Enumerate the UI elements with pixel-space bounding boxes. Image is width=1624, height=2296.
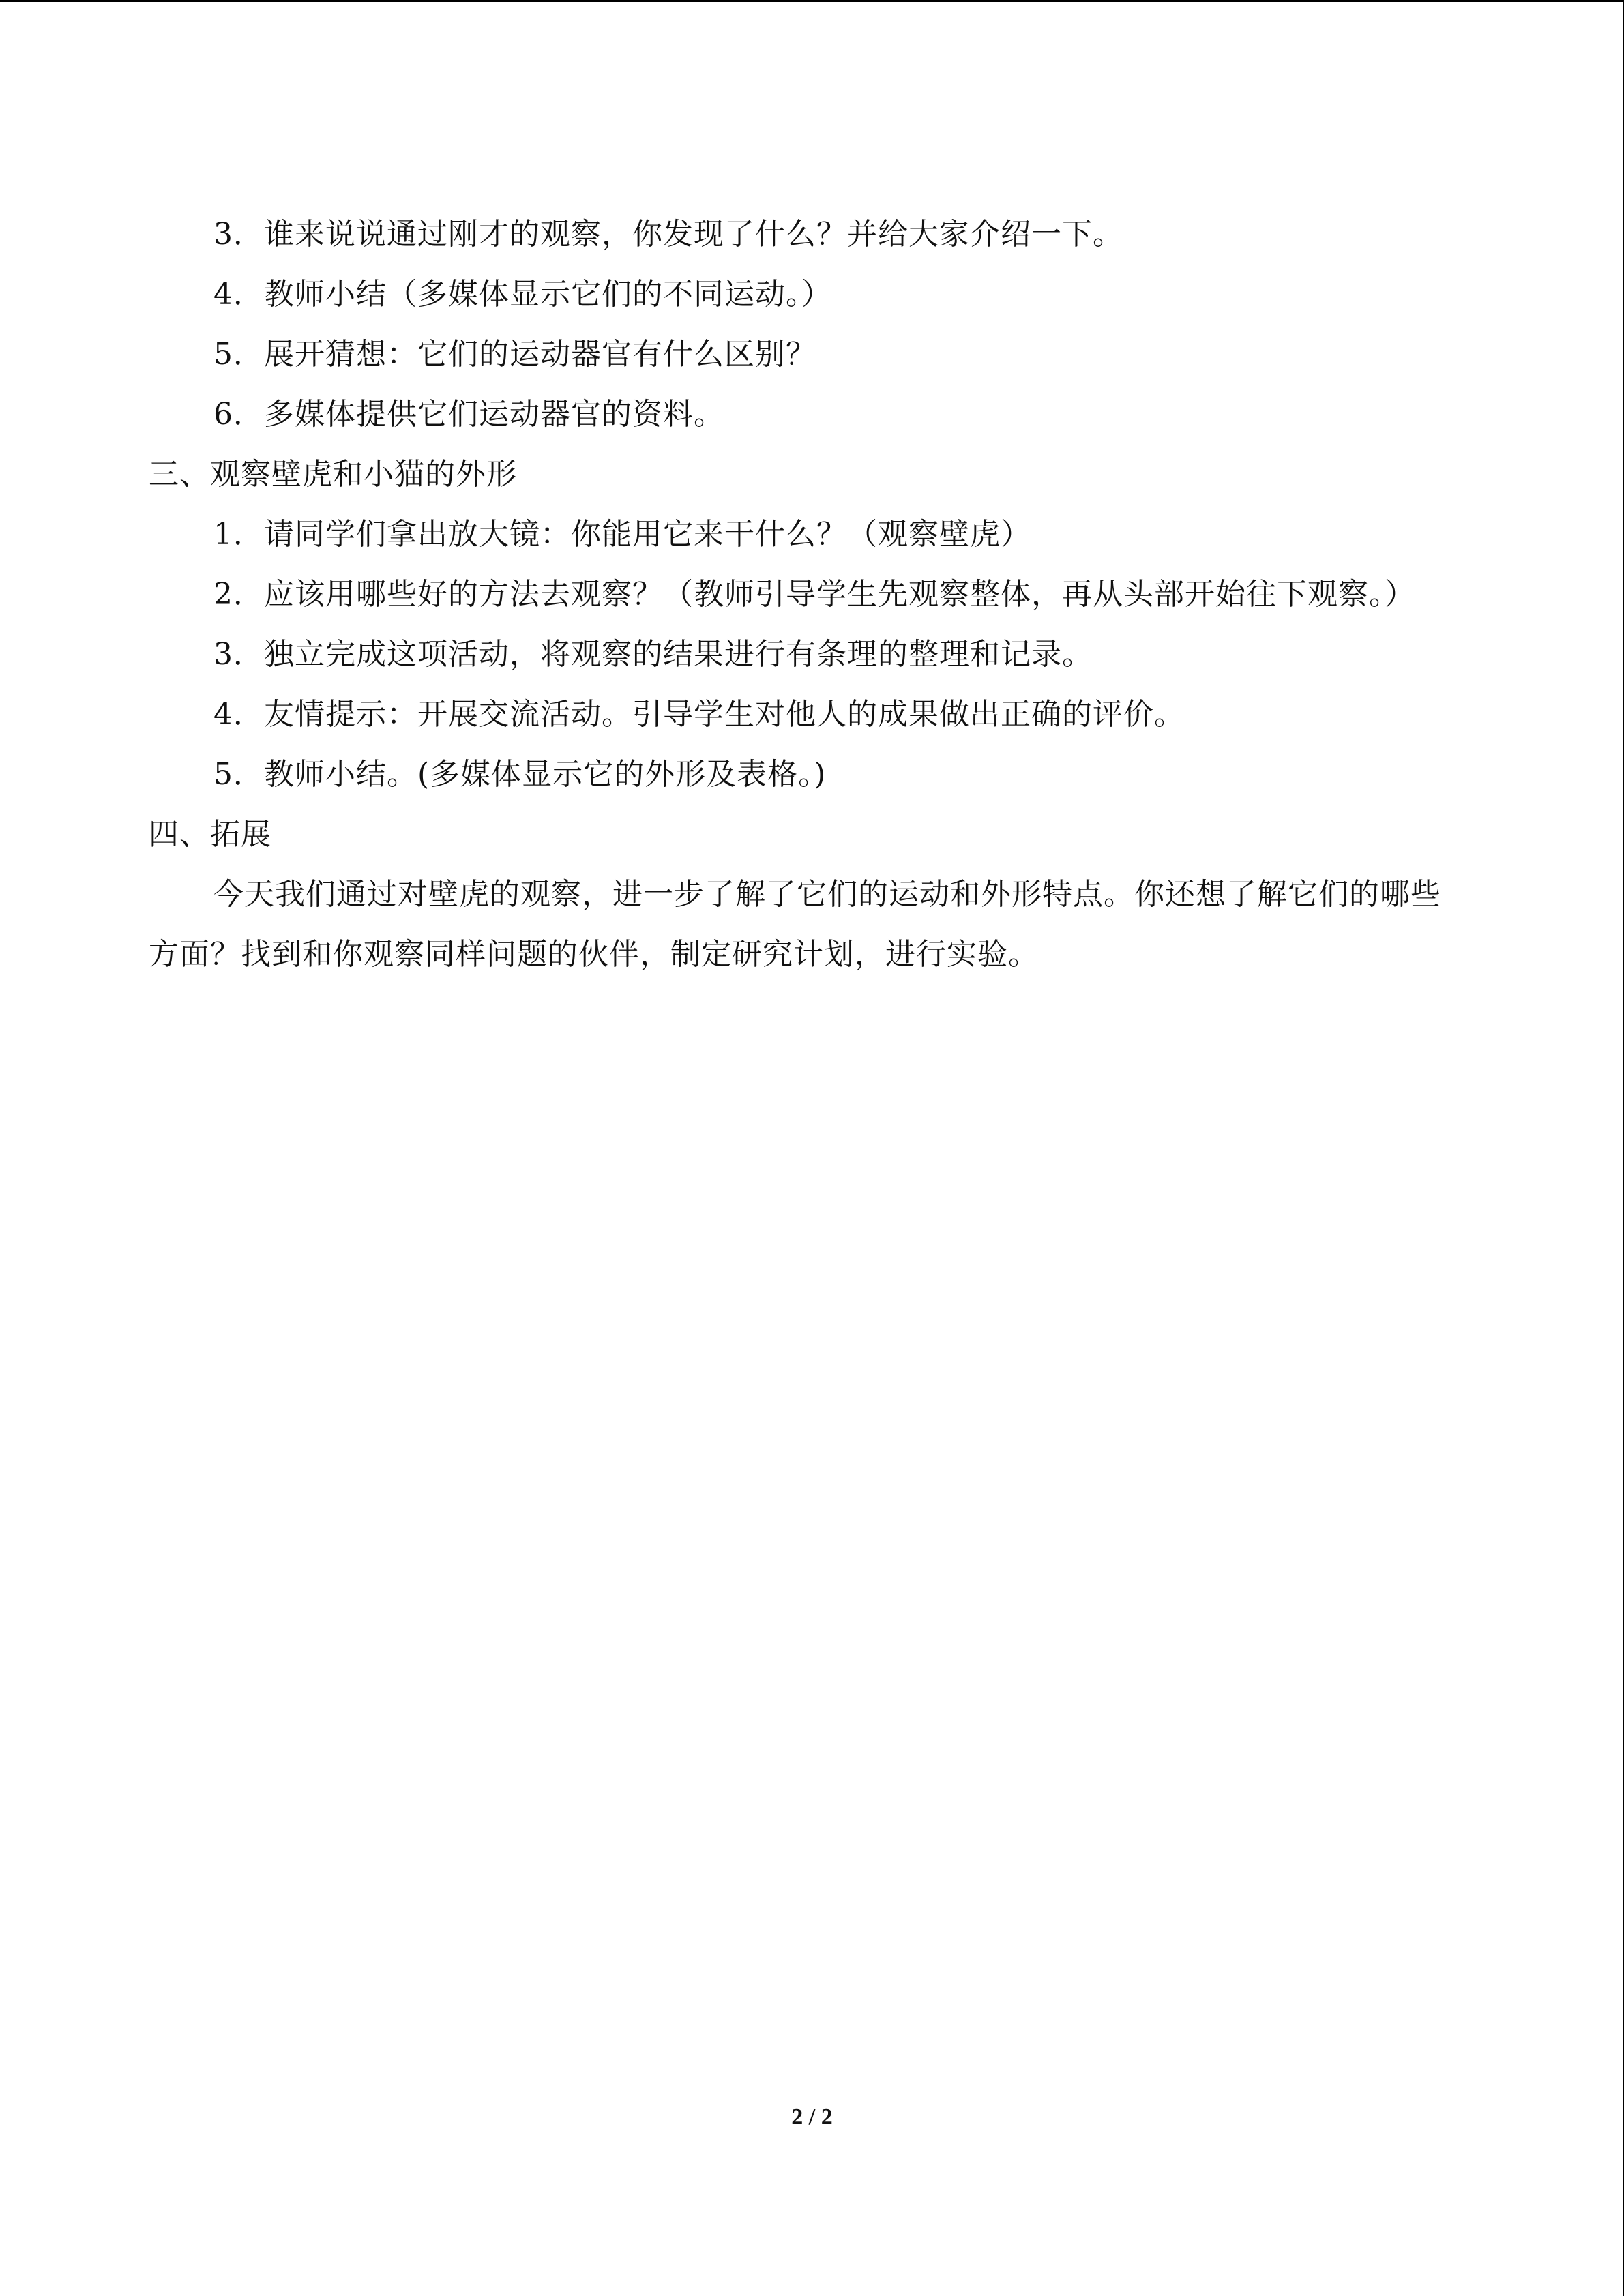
- list-item: 2．应该用哪些好的方法去观察？（教师引导学生先观察整体，再从头部开始往下观察。）: [213, 577, 1415, 612]
- section-heading: 三、观察壁虎和小猫的外形: [149, 457, 517, 492]
- list-item: 5．教师小结。(多媒体显示它的外形及表格。): [213, 757, 827, 792]
- list-item: 3．谁来说说通过刚才的观察，你发现了什么？并给大家介绍一下。: [213, 217, 1123, 252]
- page-top-border: [0, 0, 1624, 2]
- paragraph: 今天我们通过对壁虎的观察，进一步了解了它们的运动和外形特点。你还想了解它们的哪些方面？找到和你观察同样问题的伙伴，制定研究计划，进行实验。: [149, 877, 1441, 972]
- list-item: 4．友情提示：开展交流活动。引导学生对他人的成果做出正确的评价。: [213, 697, 1185, 732]
- list-item: 5．展开猜想：它们的运动器官有什么区别？: [213, 337, 816, 372]
- list-item: 3．独立完成这项活动，将观察的结果进行有条理的整理和记录。: [213, 637, 1093, 672]
- section-heading: 四、拓展: [149, 817, 271, 852]
- list-item: 6．多媒体提供它们运动器官的资料。: [213, 397, 724, 432]
- page-number: 2 / 2: [791, 2104, 833, 2130]
- list-item: 1．请同学们拿出放大镜：你能用它来干什么？（观察壁虎）: [213, 517, 1031, 552]
- document-body: [149, 205, 1465, 985]
- list-item: 4．教师小结（多媒体显示它们的不同运动。）: [213, 277, 832, 312]
